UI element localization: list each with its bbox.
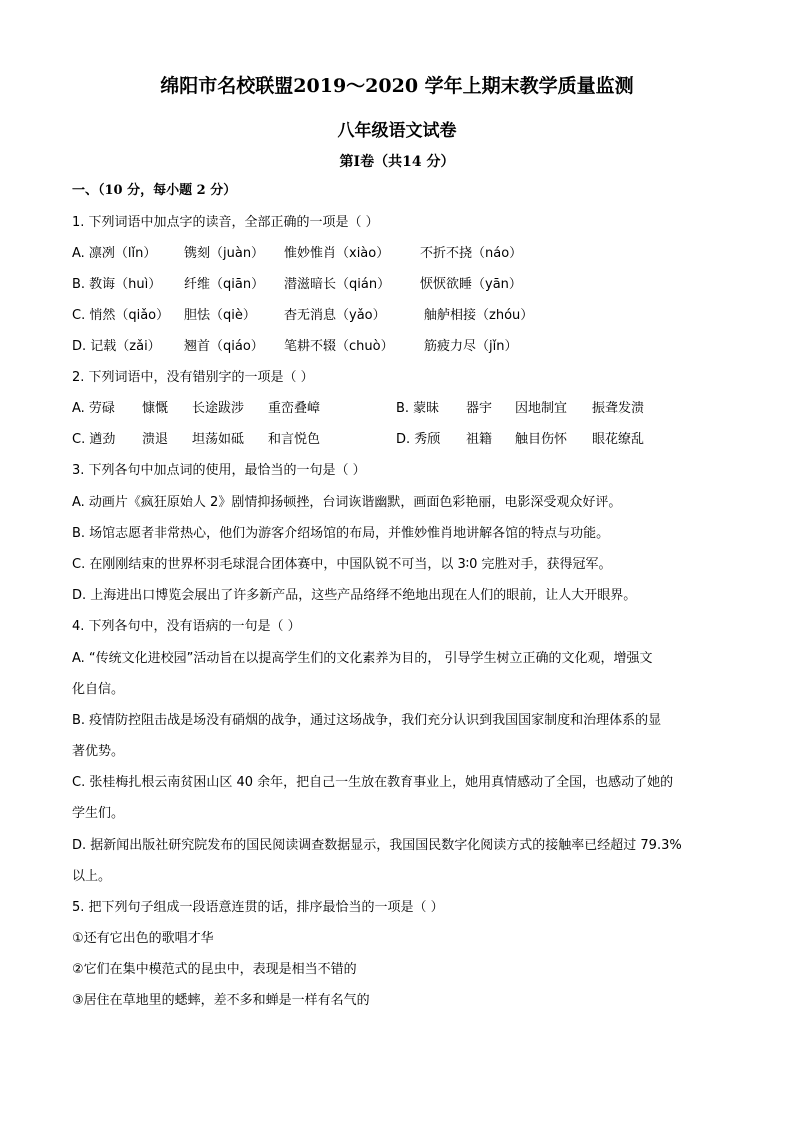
q4-option-c: C. 张桂梅扎根云南贫困山区 40 余年，把自己一生放在教育事业上，她用真情感动了全国，也感动了她的 [72, 775, 674, 790]
q5-item-3: ③居住在草地里的蟋蟀，差不多和蝉是一样有名气的 [72, 993, 370, 1008]
q1-c-4: 舳舻相接（zhóu） [424, 308, 534, 323]
q1-a-2: 镌刻（juàn） [184, 246, 265, 261]
q2-b-4: 振聋发溃 [592, 401, 645, 416]
q2-d-4: 眼花缭乱 [592, 432, 645, 447]
q1-d-3: 笔耕不辍（chuò） [284, 339, 394, 354]
q1-a-3: 惟妙惟肖（xiào） [284, 246, 390, 261]
part1-heading: 一、（10 分，每小题 2 分） [72, 183, 237, 198]
q1-a-1: A. 凛冽（lǐn） [72, 246, 157, 261]
q4-option-b: B. 疫情防控阻击战是场没有硝烟的战争，通过这场战争，我们充分认识到我国国家制度和治理体系的显 [72, 713, 662, 728]
q3-option-a: A. 动画片《疯狂原始人 2》剧情抑扬顿挫，台词诙谐幽默，画面色彩艳丽，电影深受观众好评。 [72, 495, 622, 510]
q2-c-3: 坦荡如砥 [192, 432, 245, 447]
q1-b-4: 恹恹欲睡（yān） [420, 277, 522, 292]
q1-d-1: D. 记载（zǎi） [72, 339, 161, 354]
q2-c-2: 溃退 [142, 432, 169, 447]
q2-a-2: 慷慨 [142, 401, 169, 416]
q4-option-d: D. 据新闻出版社研究院发布的国民阅读调查数据显示，我国国民数字化阅读方式的接触率已经超过 79.3% [72, 838, 682, 853]
q2-d-2: 祖籍 [466, 432, 493, 447]
q3-stem: 3. 下列各句中加点词的使用，最恰当的一句是（ ） [72, 463, 366, 478]
q2-c-1: C. 遒劲 [72, 432, 116, 447]
q4-option-c-cont: 学生们。 [72, 806, 125, 821]
q1-a-4: 不折不挠（náo） [420, 246, 523, 261]
section-heading: 第Ⅰ卷（共14 分） [339, 154, 455, 170]
q1-d-4: 筋疲力尽（jǐn） [424, 339, 518, 354]
q1-c-1: C. 悄然（qiǎo） [72, 308, 170, 323]
q2-c-4: 和言悦色 [268, 432, 321, 447]
q1-b-2: 纤维（qiān） [184, 277, 265, 292]
q4-option-a: A. “传统文化进校园”活动旨在以提高学生们的文化素养为目的， 引导学生树立正确的文化观，增强文 [72, 651, 653, 666]
q5-item-1: ①还有它出色的歌唱才华 [72, 931, 214, 946]
q1-stem: 1. 下列词语中加点字的读音，全部正确的一项是（ ） [72, 215, 379, 230]
exam-subtitle: 八年级语文试卷 [337, 121, 457, 141]
q5-item-2: ②它们在集中模范式的昆虫中，表现是相当不错的 [72, 962, 357, 977]
q2-a-3: 长途跋涉 [192, 401, 245, 416]
q3-option-c: C. 在刚刚结束的世界杯羽毛球混合团体赛中，中国队锐不可当，以 3∶0 完胜对手，获得冠军。 [72, 557, 612, 572]
q4-option-b-cont: 著优势。 [72, 744, 125, 759]
q2-b-1: B. 蒙昧 [396, 401, 440, 416]
q4-stem: 4. 下列各句中，没有语病的一句是（ ） [72, 619, 301, 634]
q5-stem: 5. 把下列句子组成一段语意连贯的话，排序最恰当的一项是（ ） [72, 900, 444, 915]
q3-option-b: B. 场馆志愿者非常热心，他们为游客介绍场馆的布局，并惟妙惟肖地讲解各馆的特点与功能。 [72, 526, 610, 541]
q1-b-1: B. 教诲（huì） [72, 277, 162, 292]
q4-option-a-cont: 化自信。 [72, 682, 125, 697]
q1-c-3: 杳无消息（yǎo） [284, 308, 386, 323]
exam-title: 绵阳市名校联盟2019～2020 学年上期末教学质量监测 [160, 75, 634, 97]
q2-b-3: 因地制宜 [515, 401, 568, 416]
q1-c-2: 胆怯（qiè） [184, 308, 256, 323]
q2-stem: 2. 下列词语中，没有错别字的一项是（ ） [72, 370, 314, 385]
q2-d-3: 触目伤怀 [515, 432, 568, 447]
q2-a-1: A. 劳碌 [72, 401, 115, 416]
q2-d-1: D. 秀颀 [396, 432, 441, 447]
q2-b-2: 器宇 [466, 401, 493, 416]
q1-d-2: 翘首（qiáo） [184, 339, 264, 354]
q1-b-3: 潜滋暗长（qián） [284, 277, 391, 292]
q4-option-d-cont: 以上。 [72, 869, 112, 884]
q2-a-4: 重峦叠嶂 [268, 401, 321, 416]
q3-option-d: D. 上海进出口博览会展出了许多新产品，这些产品络绎不绝地出现在人们的眼前，让人大开眼界。 [72, 588, 637, 603]
